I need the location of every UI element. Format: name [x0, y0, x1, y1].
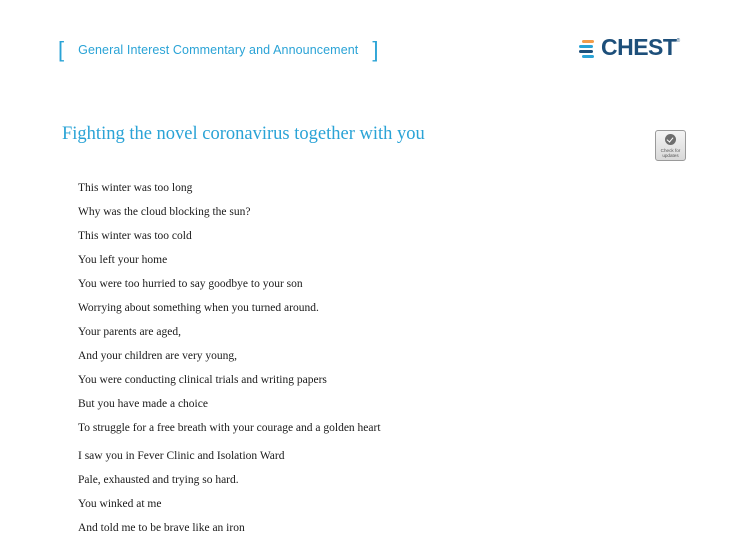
poem-line: Pale, exhausted and trying so hard.: [78, 474, 239, 486]
poem-line: Your parents are aged,: [78, 326, 181, 338]
poem-line: Why was the cloud blocking the sun?: [78, 206, 251, 218]
section-label: General Interest Commentary and Announcement: [78, 43, 359, 57]
poem-line: You left your home: [78, 254, 168, 266]
chest-logo-text: CHEST: [601, 34, 677, 60]
chest-logo-icon: [578, 38, 598, 58]
check-for-updates-line1: Check for: [660, 148, 681, 153]
poem-line: Worrying about something when you turned around.: [78, 302, 319, 314]
poem-line: This winter was too cold: [78, 230, 192, 242]
poem-line: And told me to be brave like an iron: [78, 522, 245, 534]
poem-body: [78, 180, 381, 544]
poem-line: To struggle for a free breath with your courage and a golden heart: [78, 422, 381, 434]
bracket-close: ]: [372, 37, 379, 62]
poem-line: You were conducting clinical trials and writing papers: [78, 374, 327, 386]
section-header: [58, 38, 379, 62]
poem-line: You winked at me: [78, 498, 162, 510]
poem-line: This winter was too long: [78, 182, 193, 194]
check-for-updates-button[interactable]: [655, 130, 686, 161]
trademark-symbol: ®: [676, 38, 681, 44]
check-for-updates-icon: [665, 134, 676, 145]
bracket-open: [: [58, 37, 65, 62]
poem-line: I saw you in Fever Clinic and Isolation Ward: [78, 450, 285, 462]
poem-line: But you have made a choice: [78, 398, 208, 410]
poem-line: You were too hurried to say goodbye to your son: [78, 278, 303, 290]
poem-line: And your children are very young,: [78, 350, 238, 362]
chest-logo[interactable]: [578, 34, 680, 61]
article-title: Fighting the novel coronavirus together with you: [62, 124, 425, 144]
check-for-updates-label: [656, 148, 685, 158]
check-for-updates-line2: updates: [662, 153, 679, 158]
